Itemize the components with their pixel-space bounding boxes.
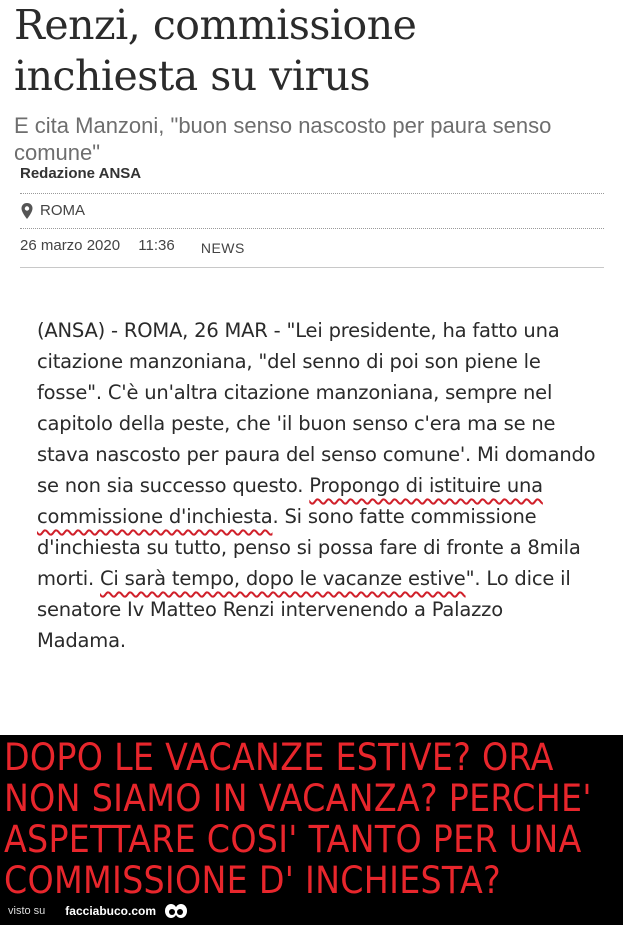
watermark-label: visto su [8,905,46,917]
headline [14,0,614,102]
category-link[interactable]: NEWS [200,240,245,256]
underlined-quote-2: Ci sarà tempo, dopo le vacanze estive [100,567,466,590]
caption-line-3: ASPETTARE COSI' TANTO PER UNA [4,818,582,861]
body-text-2: . Si sono fatte commissione d'inchiesta su tutto, penso si possa fare di fronte a 8mila morti. [37,505,581,590]
headline-line-2: inchiesta su virus [14,52,371,100]
subtitle: E cita Manzoni, "buon senso nascosto per paura senso comune" [14,113,552,165]
article-body [37,315,597,656]
watermark [8,900,188,922]
location-pin-icon [20,203,34,219]
eyes-icon [164,903,188,919]
caption-line-4: COMMISSIONE D' INCHIESTA? [4,859,501,902]
divider-dotted [20,228,604,229]
dateline [20,237,245,254]
watermark-brand: facciabuco.com [65,904,156,918]
underlined-quote-1: Propongo di istituire una commissione d'inchiesta [37,474,543,528]
location-label: ROMA [40,202,85,219]
divider [20,267,604,268]
caption-line-2: NON SIAMO IN VACANZA? PERCHE' [4,777,592,820]
body-text-1: (ANSA) - ROMA, 26 MAR - "Lei presidente, ha fatto una citazione manzoniana, "del senno di poi son piene le fosse". C'è un'altra citazione manzoniana, sempre nel capitolo della peste, che 'il buon senso c'era ma se ne stava nascosto per paura del senso comune'. Mi domando se non sia successo questo. [37,319,596,497]
headline-line-1: Renzi, commissione [14,1,417,49]
caption-text [4,736,592,902]
date: 26 marzo 2020 [20,237,121,254]
caption-line-1: DOPO LE VACANZE ESTIVE? ORA [4,736,554,779]
caption-banner [0,735,623,925]
body-text-3: ". Lo dice il senatore Iv Matteo Renzi intervenendo a Palazzo Madama. [37,567,571,652]
location [20,202,85,219]
time: 11:36 [138,237,175,254]
divider-dotted [20,193,604,194]
byline: Redazione ANSA [20,165,142,182]
